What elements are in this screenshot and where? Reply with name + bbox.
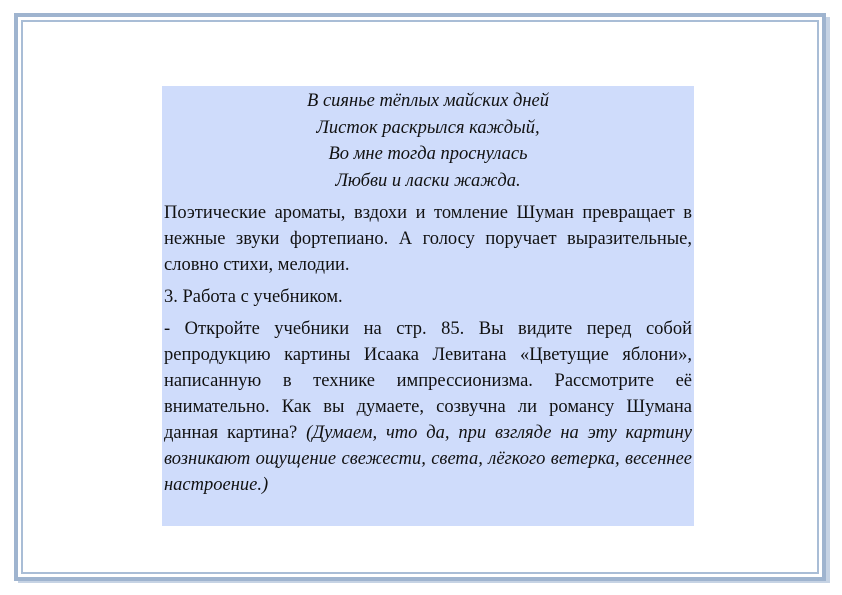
paragraph-textbook-heading: 3. Работа с учебником. [164,287,343,307]
paragraph-schumann: Поэтические ароматы, вздохи и томление Шуман превращает в нежные звуки фортепиано. А голосу поручает выразительные, словно стихи, мелодии. [164,203,692,275]
text-block [162,86,694,526]
poem-line: Любви и ласки жажда. [335,170,521,191]
poem-line: В сиянье тёплых майских дней [307,91,549,111]
task-text: - Откройте учебники на стр. 85. Вы видите перед собой репродукцию картины Исаака Левитана «Цветущие яблони», написанную в технике импрессионизма. Рассмотрите её внимательно. Как вы думаете, созвучна ли романсу Шумана данная картина? [164,319,692,443]
paragraph-textbook-task [164,316,692,498]
task-answer-italic: (Думаем, что да, при взгляде на эту картину возникают ощущение свежести, света, лёгкого ветерка, весеннее настроение.) [164,423,692,495]
poem-line: Во мне тогда проснулась [328,144,528,164]
poem [164,88,692,194]
poem-line: Листок раскрылся каждый, [316,117,540,138]
